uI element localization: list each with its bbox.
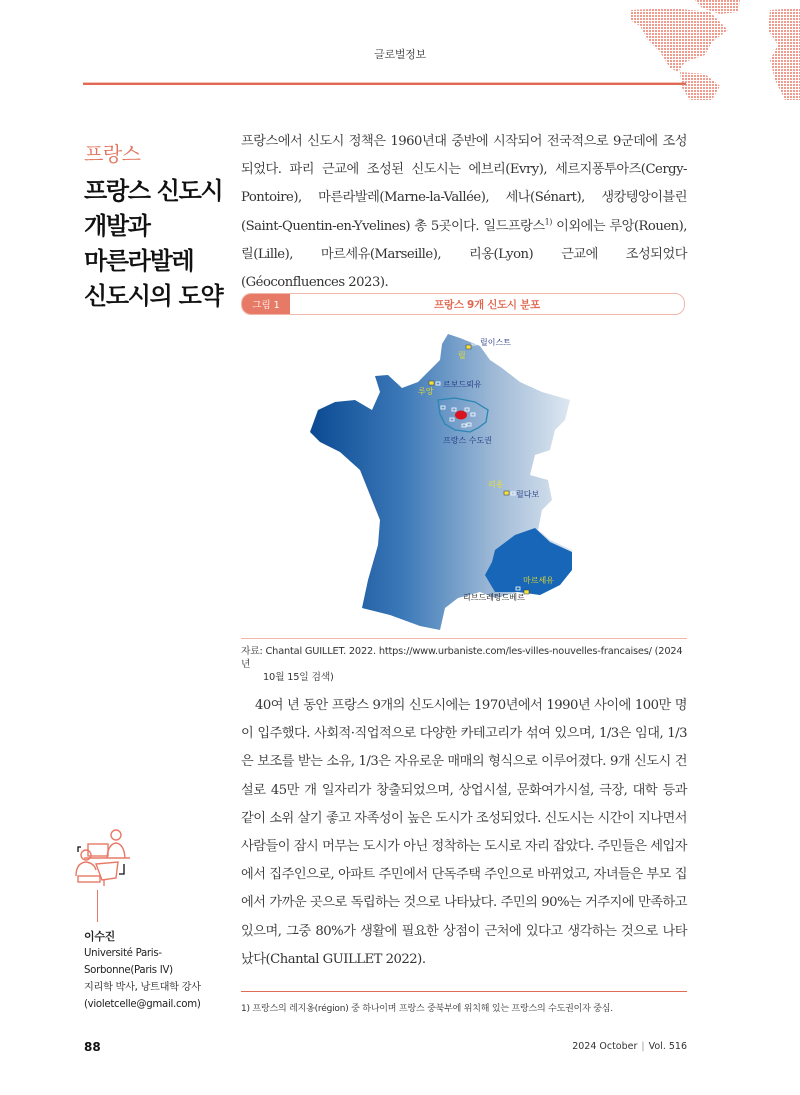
map-label-etang-de-berre: 리브드레탕드베르 — [463, 593, 525, 602]
france-new-towns-map — [280, 330, 580, 630]
source-line[interactable]: 자료: Chantal GUILLET. 2022. https://www.urbaniste.com/les-villes-nouvelles-francaises/ (2024년 — [241, 646, 683, 670]
paris-marker-icon — [455, 411, 467, 420]
headline-line: 프랑스 신도시 — [84, 177, 223, 205]
author-name: 이수진 — [84, 930, 115, 943]
page-number: 88 — [84, 1040, 101, 1054]
article-kicker: 프랑스 — [84, 142, 141, 166]
world-map-decoration-icon — [610, 0, 800, 100]
figure-caption-bar — [241, 293, 685, 315]
headline-line: 마른라발레 — [84, 247, 194, 275]
figure-title: 프랑스 9개 신도시 분포 — [434, 298, 540, 311]
footnote-marker[interactable]: 1) — [544, 217, 552, 227]
issue-date: 2024 October — [572, 1041, 638, 1052]
source-divider — [241, 638, 687, 639]
header-divider — [83, 83, 686, 85]
author-illustration-icon — [72, 828, 132, 890]
map-label-lille-est: 릴이스트 — [480, 338, 511, 347]
intro-paragraph — [241, 128, 687, 297]
intro-text: 이외에는 루앙(Rouen), 릴(Lille), 마르세유(Marseille), 리옹(Lyon) 근교에 조성되었다(Géoconfluences 2023). — [241, 218, 687, 291]
article-headline — [84, 174, 234, 314]
map-label-marseille: 마르세유 — [523, 576, 554, 585]
author-email[interactable]: (violetcelle@gmail.com) — [84, 999, 201, 1010]
headline-line: 개발과 — [84, 212, 150, 240]
author-block — [84, 928, 201, 1013]
author-affiliation: Université Paris- — [84, 948, 162, 959]
city-marker-icon — [466, 345, 471, 349]
main-paragraph: 40여 년 동안 프랑스 9개의 신도시에는 1970년에서 1990년 사이에 100만 명이 입주했다. 사회적·직업적으로 다양한 카테고리가 섞여 있으며, 1/3은 임대, 1/3은 보조를 받는 소유, 1/3은 자유로운 매매의 형식으로 이루어졌다. 9개 신도시 건설로 45만 개 일자리가 창출되었으며, 상업시설, 문화여가시설, 극장, 대학 등과 같이 소위 살기 좋고 자족성이 높은 도시가 조성되었다. 신도시는 시간이 지나면서 사람들이 잠시 머무는 도시가 아닌 정착하는 도시로 자리 잡았다. 주민들은 세입자에서 집주인으로, 아파트 주민에서 단독주택 주인으로 바뀌었고, 자녀들은 부모 집에서 가까운 곳으로 독립하는 것으로 나타났다. 주민의 90%는 거주지에 만족하고 있으며, 그중 80%가 생활에 필요한 상점이 근처에 있다고 생각하는 것으로 나타났다(Chantal GUILLET 2022). — [241, 698, 687, 967]
author-connector-line — [97, 890, 98, 922]
issue-separator: | — [641, 1041, 645, 1052]
author-affiliation: Sorbonne(Paris IV) — [84, 965, 173, 976]
city-marker-icon — [504, 491, 509, 495]
city-marker-icon — [429, 381, 434, 385]
footnote-text: 1) 프랑스의 레지옹(région) 중 하나이며 프랑스 중북부에 위치해 있는 프랑스의 수도권이자 중심. — [241, 1004, 613, 1014]
map-label-isle-dabeau: 릴다보 — [516, 490, 540, 499]
map-label-paris-region: 프랑스 수도권 — [443, 436, 492, 445]
figure-source — [241, 645, 691, 684]
figure-number-tag: 그림 1 — [242, 294, 290, 314]
issue-info — [572, 1041, 687, 1052]
issue-volume: Vol. 516 — [648, 1041, 687, 1052]
map-label-lille: 릴 — [458, 351, 466, 360]
footnote-divider — [241, 991, 687, 992]
map-label-val-de-reuil: 르보드뢰유 — [443, 380, 482, 389]
intro-text: 프랑스에서 신도시 정책은 1960년대 중반에 시작되어 전국적으로 9군데에 조성되었다. 파리 근교에 조성된 신도시는 에브리(Evry), 세르지퐁투아즈(Cergy-Pontoire), 마른라발레(Marne-la-Vallée), 세나(Sénart), 생캉텡앙이블린(Saint-Quentin-en-Yvelines) 총 5곳이다. 일드프랑스 — [241, 134, 687, 234]
headline-line: 신도시의 도약 — [84, 282, 223, 310]
map-label-rouen: 루앙 — [418, 387, 434, 396]
source-line: 10월 15일 검색) — [263, 672, 334, 683]
author-title: 지리학 박사, 낭트대학 강사 — [84, 982, 201, 993]
map-label-lyon: 리옹 — [488, 480, 504, 489]
section-label: 글로벌정보 — [374, 48, 426, 61]
